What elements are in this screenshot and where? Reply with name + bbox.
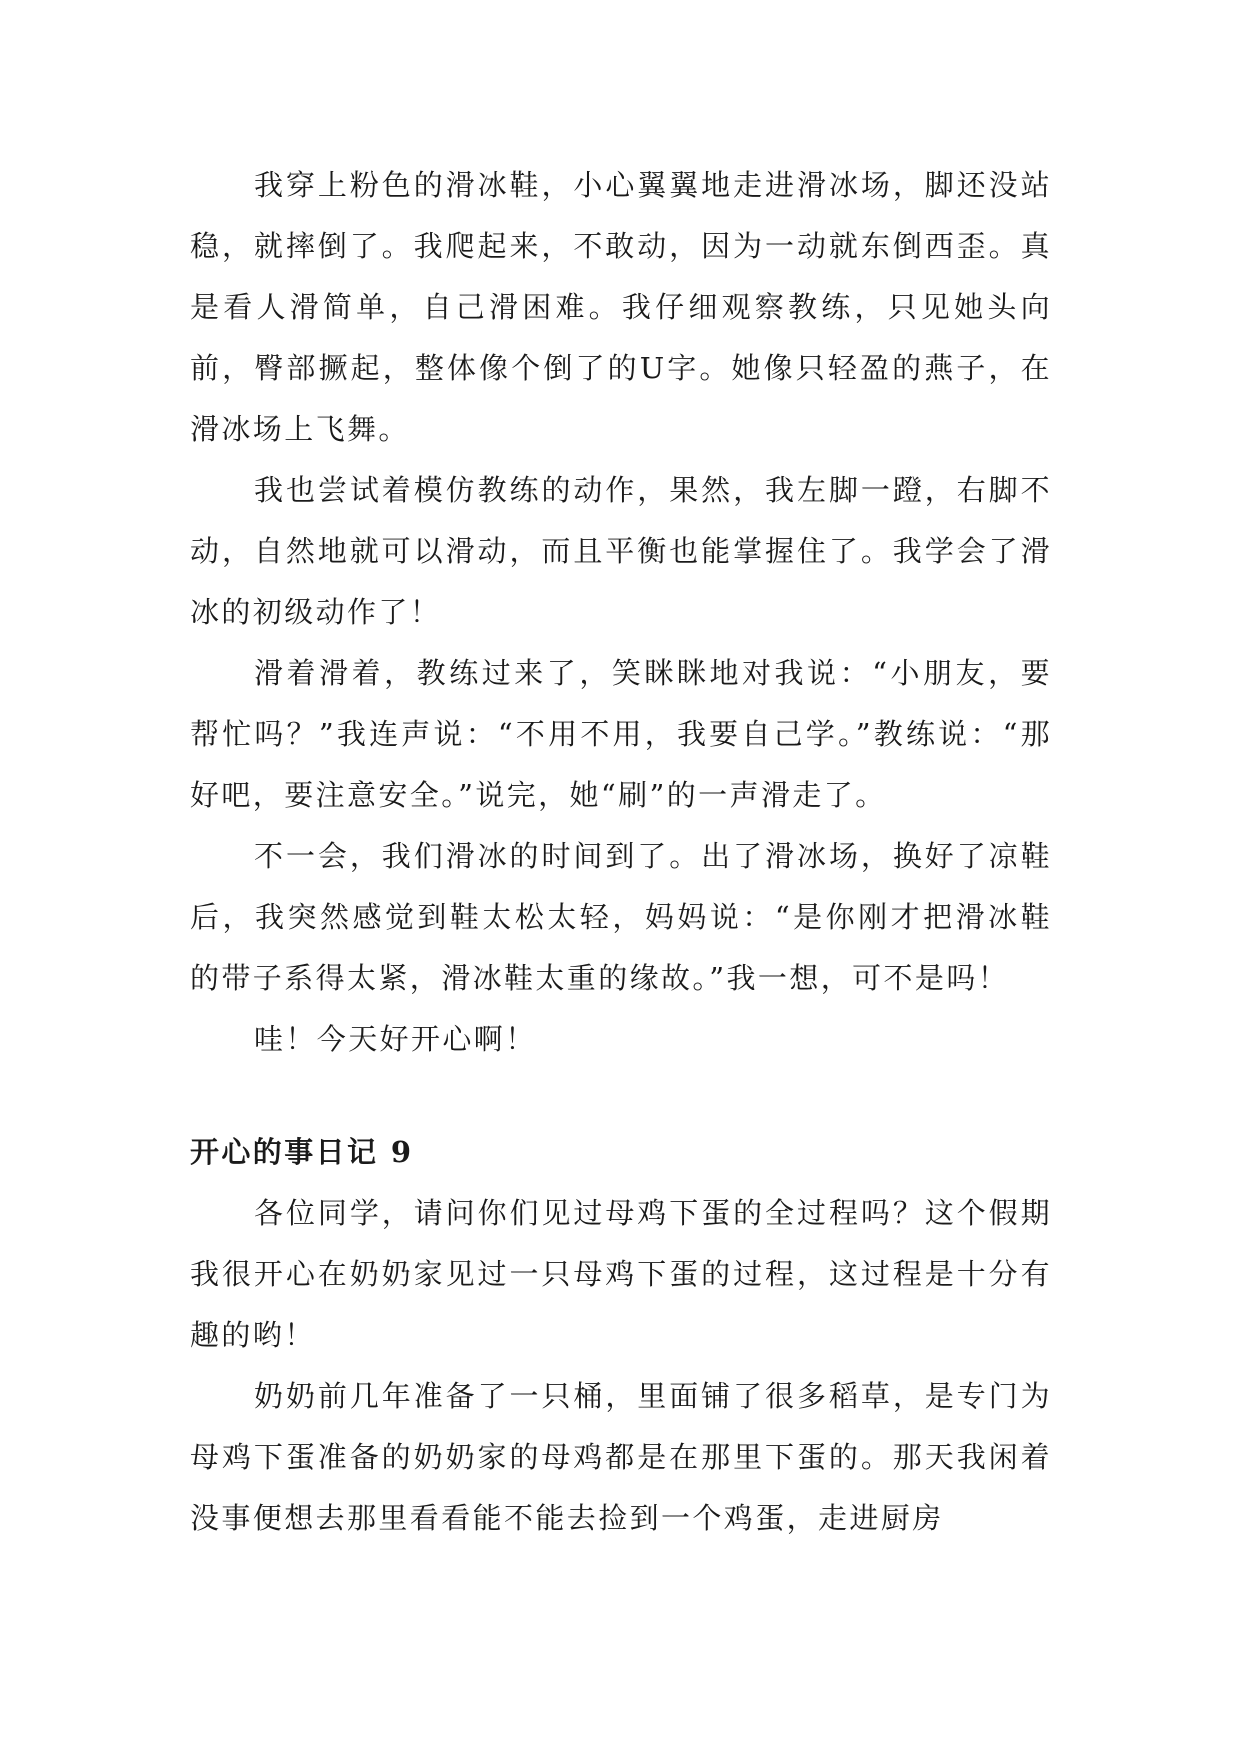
paragraph: 不一会，我们滑冰的时间到了。出了滑冰场，换好了凉鞋后，我突然感觉到鞋太松太轻，妈妈说：“是你刚才把滑冰鞋的带子系得太紧，滑冰鞋太重的缘故。”我一想，可不是吗！ bbox=[190, 839, 1052, 995]
paragraph: 各位同学，请问你们见过母鸡下蛋的全过程吗？这个假期我很开心在奶奶家见过一只母鸡下蛋的过程，这过程是十分有趣的哟！ bbox=[190, 1196, 1052, 1352]
paragraph: 滑着滑着，教练过来了，笑眯眯地对我说：“小朋友，要帮忙吗？”我连声说：“不用不用，我要自己学。”教练说：“那好吧，要注意安全。”说完，她“刷”的一声滑走了。 bbox=[190, 656, 1052, 812]
document-body bbox=[190, 155, 1052, 1549]
paragraph: 奶奶前几年准备了一只桶，里面铺了很多稻草，是专门为母鸡下蛋准备的奶奶家的母鸡都是在那里下蛋的。那天我闲着没事便想去那里看看能不能去捡到一个鸡蛋，走进厨房 bbox=[190, 1379, 1052, 1535]
paragraph: 哇！今天好开心啊！ bbox=[254, 1022, 537, 1056]
paragraph: 我也尝试着模仿教练的动作，果然，我左脚一蹬，右脚不动，自然地就可以滑动，而且平衡也能掌握住了。我学会了滑冰的初级动作了！ bbox=[190, 473, 1052, 629]
paragraph: 我穿上粉色的滑冰鞋，小心翼翼地走进滑冰场，脚还没站稳，就摔倒了。我爬起来，不敢动，因为一动就东倒西歪。真是看人滑简单，自己滑困难。我仔细观察教练，只见她头向前，臀部撅起，整体像个倒了的U字。她像只轻盈的燕子，在滑冰场上飞舞。 bbox=[190, 168, 1052, 446]
section-title: 开心的事日记 9 bbox=[190, 1135, 414, 1169]
